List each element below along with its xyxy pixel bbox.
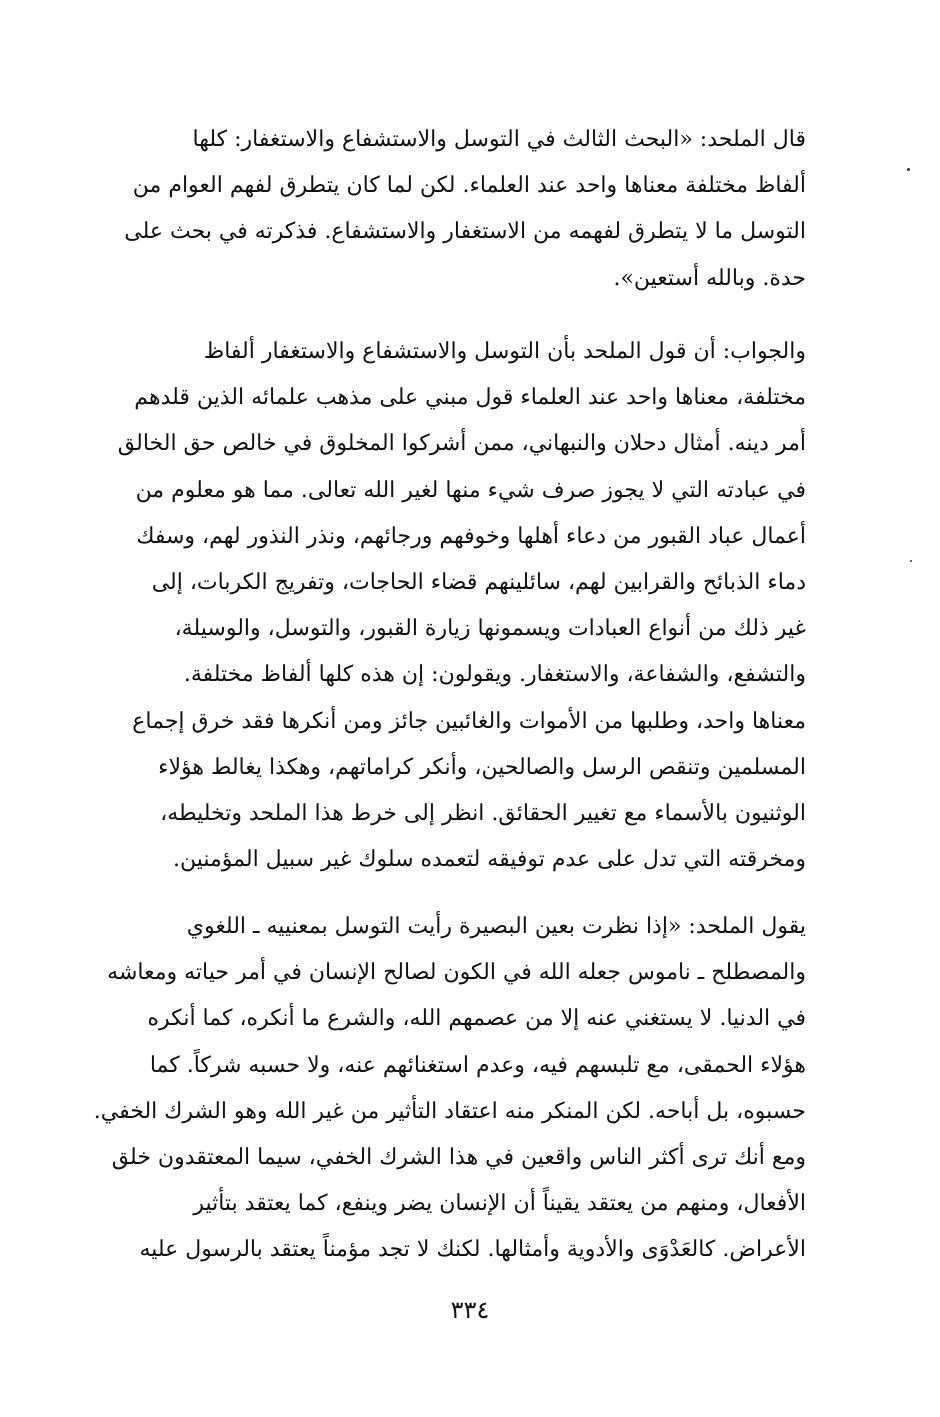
text-line: ألفاظ مختلفة معناها واحد عند العلماء. لكن لما كان يتطرق لفهم العوام من (132, 173, 806, 199)
text-line: المسلمين وتنقص الرسل والصالحين، وأنكر كراماتهم، وهكذا يغالط هؤلاء (158, 754, 806, 780)
scan-speck (907, 168, 910, 171)
paragraph-text (78, 117, 846, 302)
text-line: والجواب: أن قول الملحد بأن التوسل والاستشفاع والاستغفار ألفاظ (203, 339, 806, 364)
text-line: حسبوه، بل أباحه. لكن المنكر منه اعتقاد التأثير من غير الله وهو الشرك الخفي. (93, 1098, 806, 1124)
paragraph-2 (78, 329, 846, 883)
paragraph-text (78, 329, 846, 883)
text-line: والتشفع، والشفاعة، والاستغفار. ويقولون: إن هذه كلها ألفاظ مختلفة. (183, 662, 806, 688)
text-line: الأعراض. كالعَدْوَى والأدوية وأمثالها. لكنك لا تجد مؤمناً يعتقد بالرسول عليه (139, 1237, 806, 1263)
paragraph-3 (78, 904, 846, 1274)
paragraph-1 (78, 117, 846, 302)
text-line: الوثنيون بالأسماء مع تغيير الحقائق. انظر إلى خرط هذا الملحد وتخليطه، (160, 801, 806, 827)
text-line: التوسل ما لا يتطرق لفهمه من الاستغفار والاستشفاع. فذكرته في بحث على (124, 219, 806, 245)
text-line: أعمال عباد القبور من دعاء أهلها وخوفهم ورجائهم، ونذر النذور لهم، وسفك (136, 523, 806, 549)
text-line: حدة. وبالله أستعين». (613, 265, 806, 291)
text-line: ومخرقته التي تدل على عدم توفيقه لتعمده سلوك غير سبيل المؤمنين. (172, 847, 806, 873)
text-line: دماء الذبائح والقرابين لهم، سائلينهم قضاء الحاجات، وتفريج الكربات، إلى (151, 570, 806, 596)
text-line: غير ذلك من أنواع العبادات ويسمونها زيارة القبور، والتوسل، والوسيلة، (174, 616, 806, 642)
text-line: الأفعال، ومنهم من يعتقد يقيناً أن الإنسان يضر وينفع، كما يعتقد بتأثير (193, 1191, 806, 1217)
text-line: مختلفة، معناها واحد عند العلماء قول مبني على مذهب علمائه الذين قلدهم (134, 385, 806, 411)
text-line: يقول الملحد: «إذا نظرت بعين البصيرة رأيت التوسل بمعنييه ـ اللغوي (186, 914, 806, 939)
text-line: أمر دينه. أمثال دحلان والنبهاني، ممن أشركوا المخلوق في خالص حق الخالق (117, 431, 806, 457)
text-line: هؤلاء الحمقى، مع تلبسهم فيه، وعدم استغنائهم عنه، ولا حسبه شركاً. كما (149, 1052, 806, 1078)
text-line: قال الملحد: «البحث الثالث في التوسل والاستشفاع والاستغفار: كلها (192, 127, 806, 152)
page-number: ٣٣٤ (450, 1296, 490, 1324)
paragraph-text (78, 904, 846, 1274)
text-line: معناها واحد، وطلبها من الأموات والغائبين جائز ومن أنكرها فقد خرق إجماع (132, 708, 806, 734)
text-line: في الدنيا. لا يستغني عنه إلا من عصمهم الله، والشرع ما أنكره، كما أنكره (147, 1006, 806, 1032)
scan-speck (910, 560, 912, 562)
text-line: والمصطلح ـ ناموس جعله الله في الكون لصالح الإنسان في أمر حياته ومعاشه (107, 960, 806, 986)
text-line: ومع أنك ترى أكثر الناس واقعين في هذا الشرك الخفي، سيما المعتقدون خلق (111, 1145, 806, 1171)
text-line: في عبادته التي لا يجوز صرف شيء منها لغير الله تعالى. مما هو معلوم من (135, 477, 806, 503)
